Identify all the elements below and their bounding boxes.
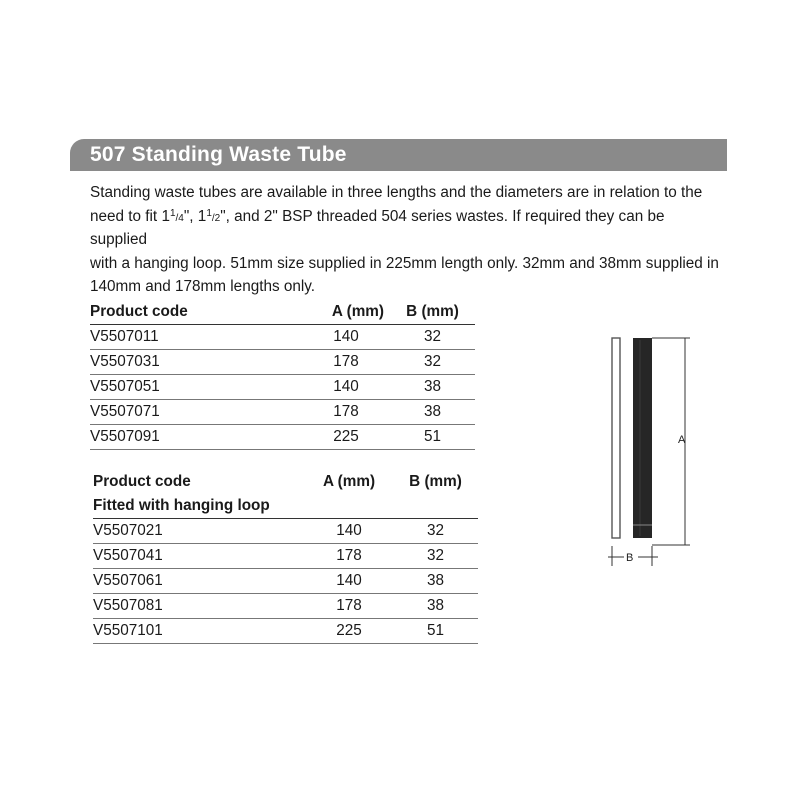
tube-outer-wall — [612, 338, 620, 538]
product-code-cell: V5507101 — [93, 619, 305, 644]
b-mm-cell: 38 — [393, 594, 478, 619]
product-table-standard — [90, 300, 475, 450]
intro-line-3: with a hanging loop. 51mm size supplied in 225mm length only. 32mm and 38mm supplied in — [90, 254, 719, 272]
tube-body — [633, 338, 652, 538]
product-code-cell: V5507031 — [90, 350, 302, 375]
a-mm-cell: 178 — [305, 594, 393, 619]
fraction-numerator: 1 — [169, 207, 176, 219]
a-mm-cell: 225 — [302, 425, 390, 450]
product-table-hanging-loop — [93, 470, 478, 644]
table-row — [90, 425, 475, 450]
product-code-cell: V5507071 — [90, 400, 302, 425]
product-code-cell: V5507091 — [90, 425, 302, 450]
a-mm-cell: 178 — [302, 350, 390, 375]
fraction-numerator: 1 — [206, 207, 212, 219]
table-header-row — [93, 470, 478, 494]
product-code-cell: V5507061 — [93, 569, 305, 594]
a-mm-cell: 140 — [302, 375, 390, 400]
b-mm-cell: 32 — [393, 519, 478, 544]
table-row — [90, 325, 475, 350]
a-mm-cell: 178 — [302, 400, 390, 425]
dimension-b-label: B — [626, 552, 634, 564]
header-product-code: Product code — [90, 300, 302, 325]
intro-line-2 — [90, 205, 720, 252]
table-row — [93, 544, 478, 569]
b-mm-cell: 38 — [390, 375, 475, 400]
b-mm-cell: 32 — [390, 350, 475, 375]
waste-tube-dimension-diagram — [600, 330, 710, 575]
subheader-hanging-loop: Fitted with hanging loop — [93, 494, 478, 519]
product-code-cell: V5507041 — [93, 544, 305, 569]
b-mm-cell: 51 — [390, 425, 475, 450]
header-product-code: Product code — [93, 473, 191, 490]
a-mm-cell: 140 — [302, 325, 390, 350]
table-row — [93, 569, 478, 594]
intro-paragraph — [90, 181, 720, 299]
intro-line-1: Standing waste tubes are available in three lengths and the diameters are in relation to the — [90, 184, 703, 201]
a-mm-cell: 225 — [305, 619, 393, 644]
table-row — [90, 375, 475, 400]
intro-text: ", and 2" BSP threaded 504 series wastes. If required they can be supplied — [90, 207, 665, 248]
section-title: 507 Standing Waste Tube — [90, 143, 347, 166]
b-mm-cell: 38 — [393, 569, 478, 594]
intro-text: need to fit — [90, 207, 162, 225]
intro-text: ", — [183, 207, 198, 225]
b-mm-cell: 51 — [393, 619, 478, 644]
table-row — [93, 619, 478, 644]
header-a-mm: A (mm) — [302, 300, 390, 325]
table-row — [93, 519, 478, 544]
section-title-bar — [70, 139, 727, 171]
b-mm-cell: 38 — [390, 400, 475, 425]
header-b-mm: B (mm) — [409, 473, 462, 490]
fraction-whole: 1 — [161, 207, 170, 225]
intro-line-4: 140mm and 178mm lengths only. — [90, 278, 316, 295]
product-code-cell: V5507011 — [90, 325, 302, 350]
fraction-whole: 1 — [197, 207, 207, 225]
fraction-quarter — [161, 208, 183, 225]
b-mm-cell: 32 — [393, 544, 478, 569]
table-header-row — [90, 300, 475, 325]
header-a-mm: A (mm) — [322, 473, 376, 490]
fraction-denominator: /2 — [211, 212, 221, 224]
header-b-mm: B (mm) — [390, 300, 475, 325]
product-code-cell: V5507081 — [93, 594, 305, 619]
fraction-denominator: /4 — [175, 212, 184, 224]
table-row — [90, 400, 475, 425]
a-mm-cell: 140 — [305, 569, 393, 594]
table-row — [90, 350, 475, 375]
product-code-cell: V5507021 — [93, 519, 305, 544]
a-mm-cell: 178 — [305, 544, 393, 569]
product-code-cell: V5507051 — [90, 375, 302, 400]
b-mm-cell: 32 — [390, 325, 475, 350]
fraction-half — [198, 208, 220, 225]
table-row — [93, 594, 478, 619]
a-mm-cell: 140 — [305, 519, 393, 544]
table-subheader-row — [93, 494, 478, 519]
dimension-a-label: A — [678, 434, 686, 446]
